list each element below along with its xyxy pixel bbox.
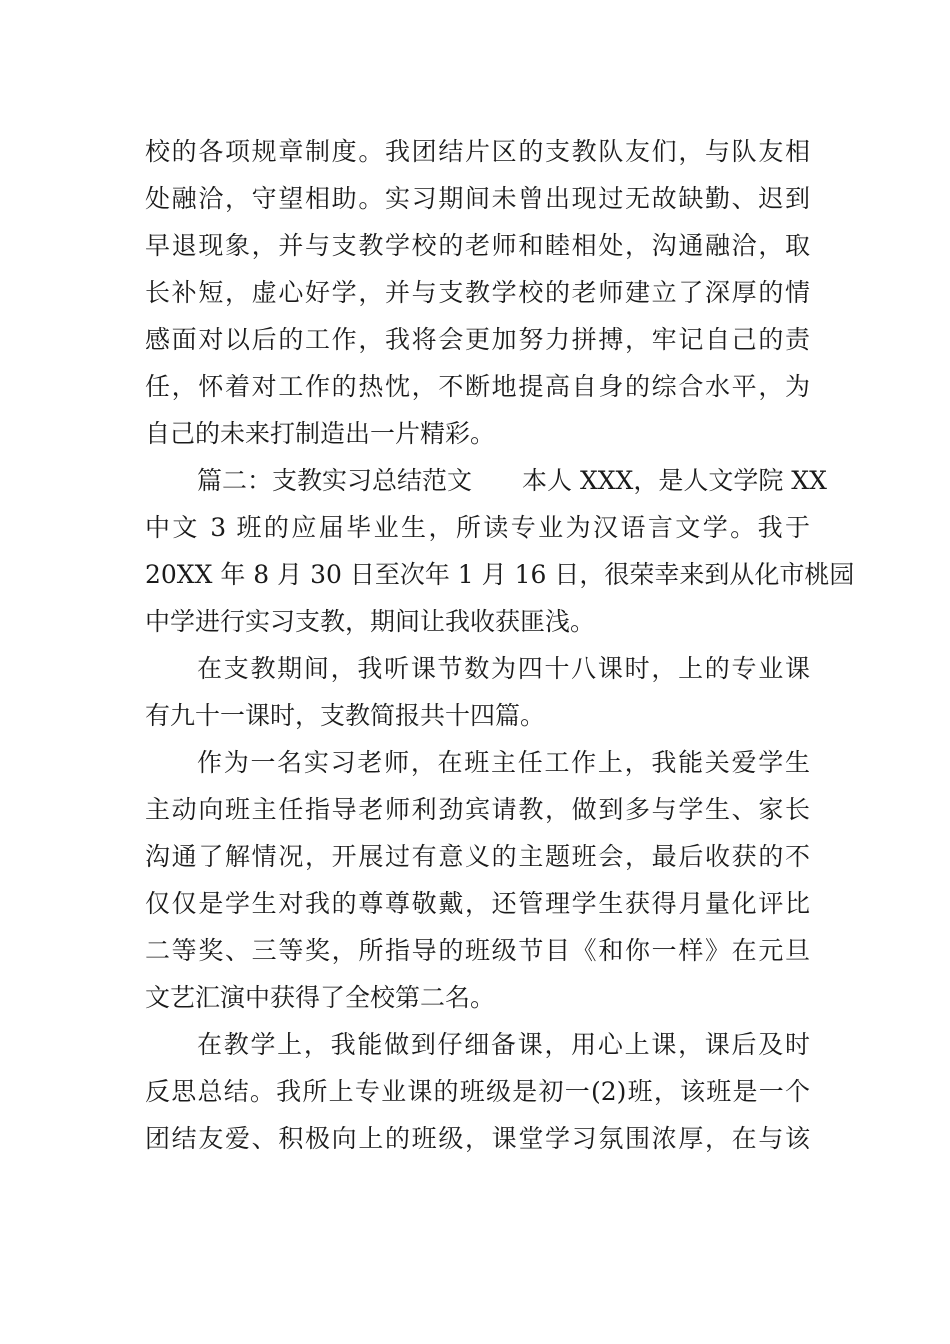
text-line: 作为一名实习老师，在班主任工作上，我能关爱学生: [197, 748, 810, 777]
text-line: 在教学上，我能做到仔细备课，用心上课，课后及时: [197, 1030, 810, 1059]
text-line: 中文 3 班的应届毕业生，所读专业为汉语言文学。我于: [145, 513, 810, 542]
text-line: 有九十一课时，支教简报共十四篇。: [145, 701, 546, 730]
text-line: 仅仅是学生对我的尊尊敬戴，还管理学生获得月量化评比: [145, 889, 810, 918]
text-line: 自己的未来打制造出一片精彩。: [145, 419, 496, 448]
text-line: 团结友爱、积极向上的班级，课堂学习氛围浓厚，在与该: [145, 1124, 810, 1153]
text-line: 在支教期间，我听课节数为四十八课时，上的专业课: [197, 654, 810, 683]
text-line: 任，怀着对工作的热忱，不断地提高自身的综合水平，为: [145, 372, 810, 401]
text-line: 处融洽，守望相助。实习期间未曾出现过无故缺勤、迟到: [145, 184, 810, 213]
text-line: 沟通了解情况，开展过有意义的主题班会，最后收获的不: [145, 842, 810, 871]
text-line: 主动向班主任指导老师利劲宾请教，做到多与学生、家长: [145, 795, 810, 824]
text-line: 感面对以后的工作，我将会更加努力拼搏，牢记自己的责: [145, 325, 810, 354]
text-line: 文艺汇演中获得了全校第二名。: [145, 983, 496, 1012]
text-line: 二等奖、三等奖，所指导的班级节目《和你一样》在元旦: [145, 936, 810, 965]
text-line: 早退现象，并与支教学校的老师和睦相处，沟通融洽，取: [145, 231, 810, 260]
text-line: 篇二：支教实习总结范文 本人 XXX，是人文学院 XX: [197, 466, 827, 495]
text-line: 校的各项规章制度。我团结片区的支教队友们，与队友相: [145, 137, 810, 166]
text-line: 反思总结。我所上专业课的班级是初一(2)班，该班是一个: [145, 1077, 810, 1106]
text-line: 20XX 年 8 月 30 日至次年 1 月 16 日，很荣幸来到从化市桃园: [145, 560, 855, 589]
text-line: 长补短，虚心好学，并与支教学校的老师建立了深厚的情: [145, 278, 810, 307]
body-text: [145, 128, 855, 1162]
text-line: 中学进行实习支教，期间让我收获匪浅。: [145, 607, 596, 636]
